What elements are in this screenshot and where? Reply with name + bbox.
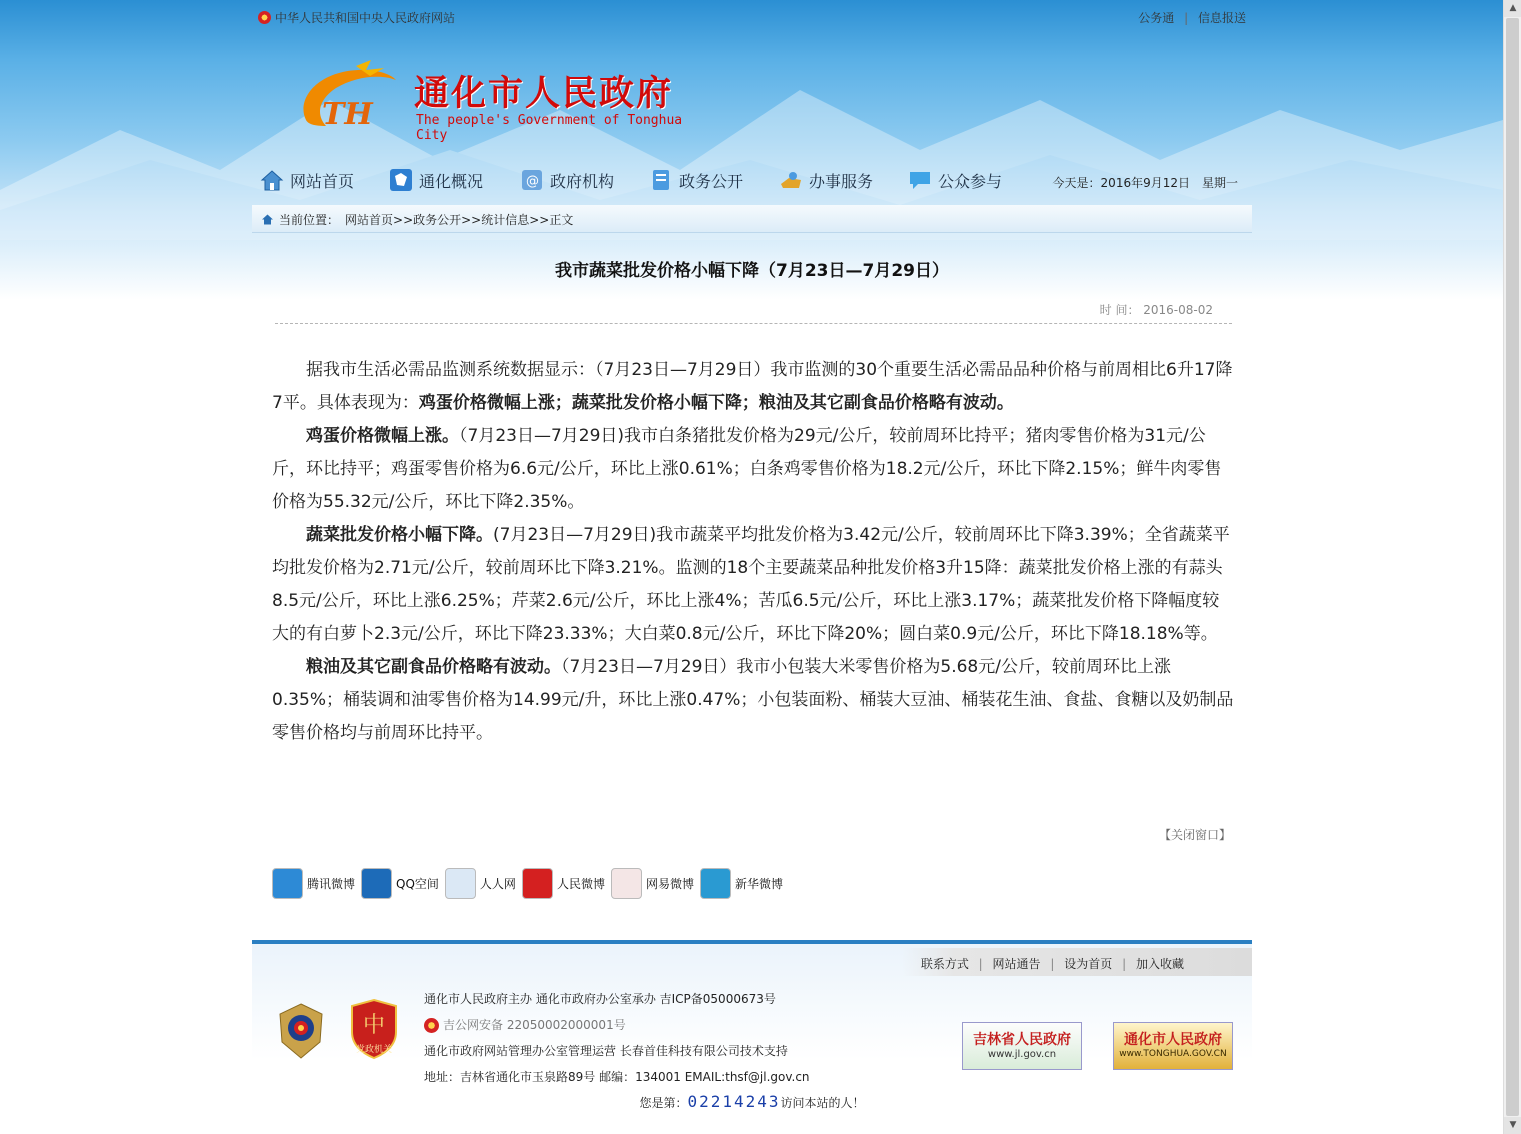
site-logo[interactable]	[296, 60, 716, 143]
footer-line: 地址：吉林省通化市玉泉路89号 邮编：134001 EMAIL:thsf@jl.gov.cn	[424, 1070, 810, 1084]
nav-label: 通化概况	[419, 171, 484, 191]
footer-info	[424, 986, 810, 1090]
nav-home[interactable]	[260, 168, 354, 192]
close-window-link[interactable]: 【关闭窗口】	[1158, 828, 1231, 842]
article-title: 我市蔬菜批发价格小幅下降（7月23日—7月29日）	[555, 261, 949, 281]
separator: |	[1122, 957, 1127, 971]
nav-label: 办事服务	[809, 171, 874, 191]
banner-url: www.jl.gov.cn	[987, 1049, 1057, 1060]
party-gov-badge[interactable]	[348, 998, 400, 1060]
footer-police-record: 吉公网安备 22050002000001号	[443, 1018, 626, 1032]
header-background	[0, 0, 1503, 300]
nav-institutions[interactable]	[520, 168, 614, 192]
building-icon	[520, 168, 544, 192]
nav-services[interactable]	[779, 168, 873, 192]
share-label: 人人网	[479, 877, 516, 891]
home-small-icon	[262, 214, 273, 225]
footer-link-notice[interactable]: 网站通告	[992, 957, 1041, 971]
paragraph	[272, 519, 1234, 651]
scroll-down-icon[interactable]: ▼	[1504, 1117, 1521, 1134]
paragraph	[272, 420, 1234, 519]
current-date: 今天是：2016年9月12日 星期一	[1052, 176, 1238, 190]
share-bar	[272, 868, 789, 899]
footer-line: 通化市政府网站管理办公室管理运营 长春首佳科技有限公司技术支持	[424, 1044, 788, 1058]
paragraph-text: （7月23日—7月29日）我市小包装大米零售价格为5.68元/公斤，较前周环比上涨0.35%；桶装调和油零售价格为14.99元/升，环比上涨0.47%；小包装面粉、桶装大豆油、桶装花生油、食盐、食糖以及奶制品零售价格均与前周环比持平。	[272, 657, 1234, 743]
share-people-weibo[interactable]	[522, 868, 605, 899]
separator: |	[978, 957, 983, 971]
svg-text:中: 中	[363, 1013, 386, 1038]
footer-line: 通化市人民政府主办 通化市政府办公室承办 吉ICP备05000673号	[424, 992, 776, 1006]
site-title-en: The people's Government of Tonghua City	[416, 113, 683, 143]
share-label: 人民微博	[556, 877, 605, 891]
svg-text:@: @	[526, 174, 539, 189]
svg-text:TH: TH	[322, 97, 373, 132]
banner-title: 吉林省人民政府	[973, 1032, 1071, 1048]
central-gov-label: 中华人民共和国中央人民政府网站	[275, 11, 456, 25]
share-label: 新华微博	[734, 877, 783, 891]
paragraph-text: 据我市生活必需品监测系统数据显示：（7月23日—7月29日）我市监测的30个重要生活必需品品种价格与前周相比6升17降7平。具体表现为：	[272, 360, 1233, 413]
article-time: 时 间： 2016-08-02	[1099, 303, 1213, 317]
paragraph-text: (7月23日—7月29日)我市蔬菜平均批发价格为3.42元/公斤，较前周环比下降3.39%；全省蔬菜平均批发价格为2.71元/公斤，较前周环比下降3.21%。监测的18个主要蔬菜品种批发价格3升15降：蔬菜批发价格上涨的有蒜头8.5元/公斤，环比上涨6.25%；芹菜2.6元/公斤，环比上涨4%；苦瓜6.5元/公斤，环比上涨3.17%；蔬菜批发价格下降幅度较大的有白萝卜2.3元/公斤，环比下降23.33%；大白菜0.8元/公斤，环比下降20%；圆白菜0.9元/公斤，环比下降18.18%等。	[272, 525, 1230, 644]
article-body	[272, 354, 1234, 750]
counter-number: 02214243	[687, 1092, 781, 1111]
nav-label: 网站首页	[290, 171, 355, 191]
national-emblem-icon	[258, 11, 271, 24]
paragraph-heading: 鸡蛋价格微幅上涨。	[306, 426, 459, 446]
breadcrumb-path[interactable]: 网站首页>>政务公开>>统计信息>>正文	[345, 213, 574, 227]
share-label: 腾讯微博	[307, 877, 356, 891]
nav-public-participation[interactable]	[908, 168, 1002, 192]
share-renren[interactable]	[445, 868, 516, 899]
th-logo-icon	[296, 60, 408, 138]
footer-top-bar	[252, 940, 1252, 944]
share-xinhua-weibo[interactable]	[700, 868, 783, 899]
share-qzone[interactable]	[361, 868, 439, 899]
banner-url: www.TONGHUA.GOV.CN	[1119, 1049, 1227, 1059]
counter-suffix: 访问本站的人！	[780, 1096, 865, 1110]
share-label: QQ空间	[396, 877, 439, 891]
breadcrumb-prefix: 当前位置：	[279, 213, 340, 227]
breadcrumb	[252, 205, 1252, 233]
footer-links	[902, 948, 1252, 976]
paragraph	[272, 354, 1234, 420]
service-icon	[779, 168, 803, 192]
badge-label: 党政机关	[356, 1045, 393, 1055]
document-icon	[649, 168, 673, 192]
share-label: 网易微博	[645, 877, 694, 891]
visitor-counter	[252, 1092, 1252, 1111]
nav-label: 政务公开	[679, 171, 744, 191]
site-title: 通化市人民政府	[414, 73, 674, 114]
home-icon	[260, 168, 284, 192]
footer-link-contact[interactable]: 联系方式	[920, 957, 969, 971]
scroll-up-icon[interactable]: ▲	[1504, 0, 1521, 17]
footer-link-set-homepage[interactable]: 设为首页	[1064, 957, 1113, 971]
separator: |	[1184, 11, 1189, 25]
divider	[275, 323, 1232, 324]
nav-gov-affairs[interactable]	[649, 168, 743, 192]
xinhua-weibo-icon	[700, 868, 731, 899]
police-small-icon	[424, 1018, 439, 1033]
paragraph-text: （7月23日—7月29日)我市白条猪批发价格为29元/公斤，较前周环比持平；猪肉零售价格为31元/公斤，环比持平；鸡蛋零售价格为6.6元/公斤，环比上涨0.61%；白条鸡零售价格为18.2元/公斤，环比下降2.15%；鲜牛肉零售价格为55.32元/公斤，环比下降2.35%。	[272, 426, 1222, 512]
main-nav	[252, 160, 1252, 200]
banner-tonghua-gov[interactable]	[1113, 1022, 1233, 1070]
nav-label: 政府机构	[550, 171, 615, 191]
scroll-thumb[interactable]	[1506, 18, 1519, 1116]
link-gongwutong[interactable]: 公务通	[1138, 11, 1175, 25]
renren-icon	[445, 868, 476, 899]
link-info-submit[interactable]: 信息报送	[1197, 11, 1246, 25]
separator: |	[1050, 957, 1055, 971]
central-gov-link[interactable]	[258, 9, 455, 26]
top-right-links	[1138, 9, 1246, 26]
netease-weibo-icon	[611, 868, 642, 899]
top-bar	[252, 0, 1252, 34]
paragraph	[272, 651, 1234, 750]
share-netease-weibo[interactable]	[611, 868, 694, 899]
banner-jilin-gov[interactable]	[962, 1022, 1082, 1070]
police-emblem-icon[interactable]	[276, 1002, 326, 1060]
paragraph-heading: 粮油及其它副食品价格略有波动。	[306, 657, 561, 677]
map-icon	[389, 168, 413, 192]
people-weibo-icon	[522, 868, 553, 899]
nav-label: 公众参与	[938, 171, 1003, 191]
chat-icon	[908, 168, 932, 192]
paragraph-highlight: 鸡蛋价格微幅上涨；蔬菜批发价格小幅下降；粮油及其它副食品价格略有波动。	[418, 393, 1014, 413]
footer-link-favorite[interactable]: 加入收藏	[1135, 957, 1184, 971]
footer-line-police[interactable]	[424, 1012, 810, 1038]
banner-title: 通化市人民政府	[1124, 1032, 1222, 1048]
vertical-scrollbar[interactable]	[1503, 0, 1521, 1134]
counter-prefix: 您是第：	[639, 1096, 688, 1110]
tencent-weibo-icon	[272, 868, 303, 899]
share-tencent-weibo[interactable]	[272, 868, 355, 899]
nav-overview[interactable]	[389, 168, 483, 192]
paragraph-heading: 蔬菜批发价格小幅下降。	[306, 525, 493, 545]
qzone-icon	[361, 868, 392, 899]
